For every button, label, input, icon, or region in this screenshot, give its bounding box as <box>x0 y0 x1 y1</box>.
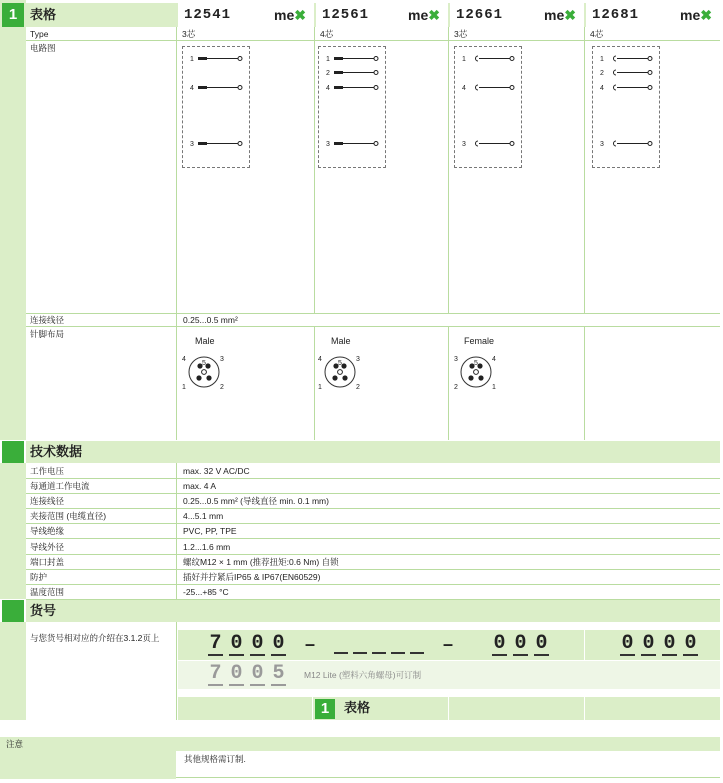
row-divider <box>26 478 720 479</box>
code-digit: 0 <box>621 632 634 655</box>
row-divider <box>26 326 720 327</box>
col-divider <box>448 27 449 313</box>
pin-number: 4 <box>318 356 322 363</box>
type-value: 4芯 <box>320 29 334 39</box>
code-blank <box>372 634 386 654</box>
col-divider <box>448 697 449 720</box>
row-divider <box>26 508 720 509</box>
code-blank <box>334 634 348 654</box>
section1-badge: 1 <box>2 3 24 27</box>
code-digit: 0 <box>514 632 527 655</box>
notes-label: 注意 <box>6 739 24 749</box>
tech-header <box>26 441 720 463</box>
pin-number: 1 <box>190 56 194 63</box>
footer-tab-white-1 <box>178 697 312 720</box>
lite-note: M12 Lite (塑料六角螺母)可订制 <box>304 670 422 680</box>
col-divider <box>584 697 585 720</box>
tech-badge <box>2 441 24 463</box>
pinout-diagram <box>180 350 230 394</box>
notes-text: 其他规格需订制. <box>184 754 246 764</box>
pin-number: 3 <box>220 356 224 363</box>
row-label-type: Type <box>30 29 49 39</box>
pin-number: 3 <box>462 141 466 148</box>
type-value: 4芯 <box>590 29 604 39</box>
col-divider <box>176 463 177 599</box>
code-dash: – <box>305 634 316 654</box>
circuit-wires <box>318 46 388 170</box>
notes-header <box>0 737 720 751</box>
pinout-diagram <box>316 350 366 394</box>
col-divider <box>584 326 585 440</box>
pin-number: 2 <box>326 70 330 77</box>
col-divider <box>314 326 315 440</box>
type-value: 3芯 <box>182 29 196 39</box>
pin-number: 2 <box>600 70 604 77</box>
order-code-group-1 <box>208 634 292 656</box>
row-divider <box>26 493 720 494</box>
contact-gender: Male <box>331 336 351 346</box>
tech-row-value: -25...+85 °C <box>183 587 229 597</box>
order-intro: 与您货号相对应的介绍在3.1.2页上 <box>30 633 160 643</box>
tech-row-label: 防护 <box>30 572 48 582</box>
tech-row-value: PVC, PP, TPE <box>183 526 237 536</box>
mex-logo: me✖ <box>274 7 306 23</box>
mex-logo: me✖ <box>544 7 576 23</box>
tech-row-label: 温度范围 <box>30 587 65 597</box>
pin-number: 3 <box>190 141 194 148</box>
order-header <box>26 600 720 622</box>
code-digit: 0 <box>684 632 697 655</box>
part-number: 12561 <box>322 7 370 23</box>
pin-number: 4 <box>492 356 496 363</box>
order-left-band <box>0 622 26 720</box>
tech-row-value: 4...5.1 mm <box>183 511 224 521</box>
contact-gender: Female <box>464 336 495 346</box>
pin-number: 3 <box>600 141 604 148</box>
section1-left-band <box>0 0 26 440</box>
code-digit: 0 <box>642 632 655 655</box>
code-blank <box>391 634 405 654</box>
pin-number: 1 <box>326 56 330 63</box>
col-divider <box>448 326 449 440</box>
footer-tab-title[interactable]: 表格 <box>344 700 371 715</box>
code-digit: 0 <box>663 632 676 655</box>
code-digit: 0 <box>535 632 548 655</box>
pin-number: 1 <box>462 56 466 63</box>
pin-number: 1 <box>182 384 186 391</box>
pin-number: 4 <box>190 85 194 92</box>
column-header-4 <box>586 3 720 27</box>
circuit-wires <box>454 46 524 170</box>
order-badge <box>2 600 24 622</box>
mex-logo: me✖ <box>680 7 712 23</box>
row-label-pinout: 针脚布局 <box>30 329 65 339</box>
code-digit: 0 <box>272 632 285 655</box>
pin-number: 5 <box>202 360 206 367</box>
code-dash: – <box>443 634 454 654</box>
tech-row-value: 插好并拧紧后IP65 & IP67(EN60529) <box>183 572 321 582</box>
pin-number: 4 <box>600 85 604 92</box>
tech-row-label: 夹接范围 (电缆直径) <box>30 511 107 521</box>
tech-row-value: max. 32 V AC/DC <box>183 466 250 476</box>
pin-number: 3 <box>326 141 330 148</box>
code-digit: 0 <box>230 632 243 655</box>
contact-gender: Male <box>195 336 215 346</box>
pin-number: 2 <box>356 384 360 391</box>
tech-row-value: 0.25...0.5 mm² (导线直径 min. 0.1 mm) <box>183 496 329 506</box>
wire-value: 0.25...0.5 mm² <box>183 315 238 325</box>
code-digit: 7 <box>209 632 222 655</box>
tech-title: 技术数据 <box>30 444 83 459</box>
pin-number: 5 <box>338 360 342 367</box>
code-blank <box>353 634 367 654</box>
code-digit: 0 <box>251 632 264 655</box>
part-number: 12681 <box>592 7 640 23</box>
row-divider <box>176 777 720 778</box>
pin-number: 3 <box>454 356 458 363</box>
code-digit: 0 <box>251 662 264 685</box>
pin-number: 1 <box>492 384 496 391</box>
footer-tab-badge[interactable]: 1 <box>315 699 335 719</box>
tech-row-value: 螺纹M12 × 1 mm (推荐扭矩:0.6 Nm) 自锁 <box>183 557 339 567</box>
column-header-2 <box>316 3 448 27</box>
col-divider <box>584 27 585 313</box>
row-divider <box>26 538 720 539</box>
order-code-group-2 <box>334 634 429 659</box>
col-divider <box>584 630 585 660</box>
pin-number: 3 <box>356 356 360 363</box>
row-divider <box>26 523 720 524</box>
row-divider <box>26 584 720 585</box>
tech-row-label: 导线绝缘 <box>30 526 65 536</box>
code-digit: 7 <box>209 662 222 685</box>
circuit-wires <box>592 46 662 170</box>
section1-title: 表格 <box>30 7 57 22</box>
column-header-1 <box>178 3 314 27</box>
order-code-gray <box>208 664 292 686</box>
code-digit: 0 <box>230 662 243 685</box>
order-code-group-3 <box>492 634 555 656</box>
pin-number: 4 <box>182 356 186 363</box>
row-divider <box>26 40 720 41</box>
pin-number: 5 <box>474 360 478 367</box>
mex-logo: me✖ <box>408 7 440 23</box>
pin-number: 4 <box>326 85 330 92</box>
pinout-diagram <box>452 350 502 394</box>
circuit-wires <box>182 46 252 170</box>
row-divider <box>26 313 720 314</box>
notes-left-band <box>0 751 176 779</box>
code-digit: 0 <box>493 632 506 655</box>
tech-row-label: 连接线径 <box>30 496 65 506</box>
tech-row-value: 1.2...1.6 mm <box>183 542 231 552</box>
pin-number: 1 <box>318 384 322 391</box>
tech-row-label: 导线外径 <box>30 542 65 552</box>
code-blank <box>410 634 424 654</box>
tech-row-label: 每通道工作电流 <box>30 481 90 491</box>
row-label-circuit: 电路图 <box>30 43 56 53</box>
pin-number: 2 <box>220 384 224 391</box>
order-title: 货号 <box>30 603 57 618</box>
part-number: 12541 <box>184 7 232 23</box>
row-label-wire: 连接线径 <box>30 315 65 325</box>
code-digit: 5 <box>272 662 285 685</box>
column-header-3 <box>450 3 584 27</box>
part-number: 12661 <box>456 7 504 23</box>
col-divider <box>176 622 177 720</box>
col-divider <box>312 697 313 720</box>
col-divider <box>314 27 315 313</box>
pin-number: 1 <box>600 56 604 63</box>
row-divider <box>26 569 720 570</box>
type-value: 3芯 <box>454 29 468 39</box>
tech-row-value: max. 4 A <box>183 481 217 491</box>
tech-left-band <box>0 463 26 599</box>
col-divider <box>176 27 177 440</box>
row-divider <box>26 554 720 555</box>
tech-row-label: 工作电压 <box>30 466 65 476</box>
pin-number: 4 <box>462 85 466 92</box>
tech-row-label: 端口封盖 <box>30 557 65 567</box>
pin-number: 2 <box>454 384 458 391</box>
order-code-group-4 <box>620 634 704 656</box>
